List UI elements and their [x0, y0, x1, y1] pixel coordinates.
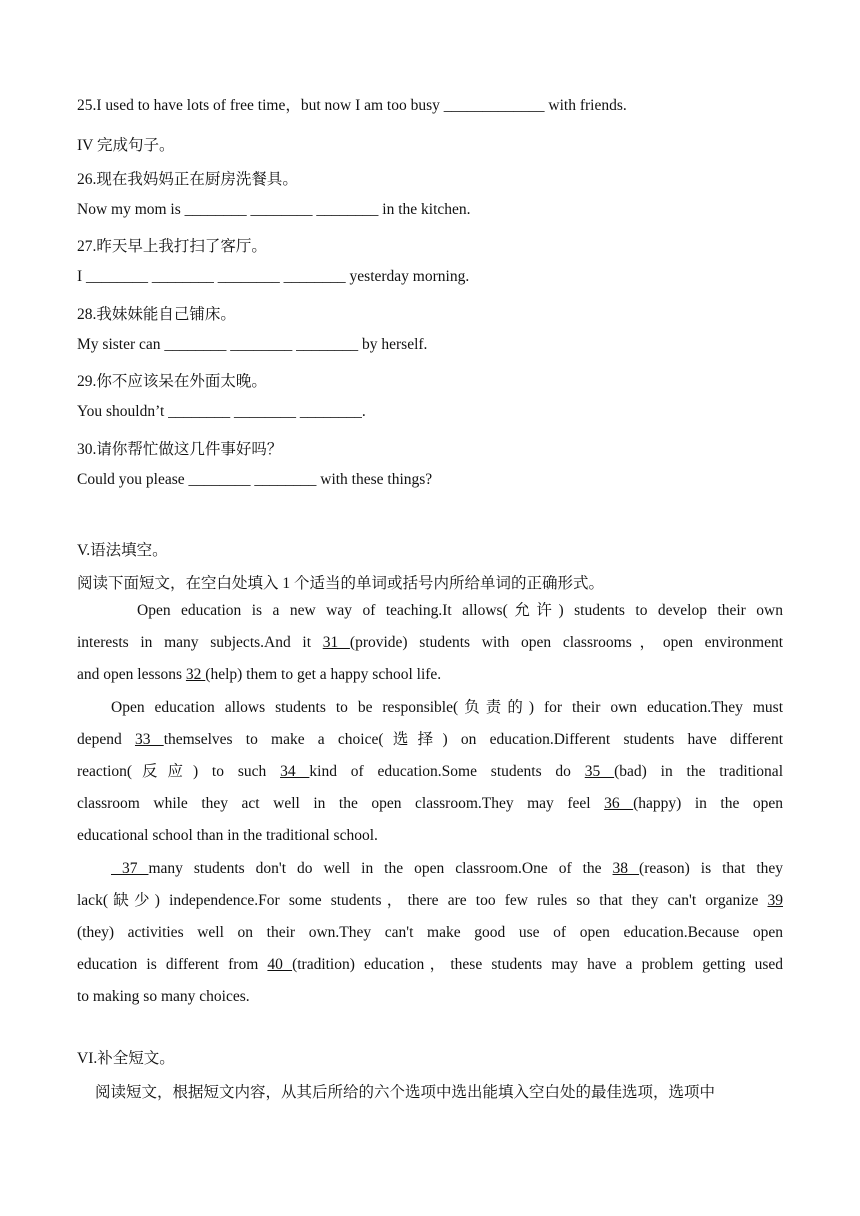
- question-28-english: My sister can ________ ________ ________ by herself.: [77, 336, 428, 353]
- paragraph-line: depend 33 themselves to make a choice(选择) on education.Different students have different: [77, 731, 783, 748]
- blank-38: 38: [612, 860, 640, 877]
- blank-33: 33: [134, 731, 164, 748]
- paragraph-2: [77, 697, 783, 857]
- blank-31: 31: [322, 634, 350, 651]
- question-29-chinese: 29.你不应该呆在外面太晚。: [77, 373, 267, 390]
- paragraph-3: [77, 858, 783, 1018]
- question-27-chinese: 27.昨天早上我打扫了客厅。: [77, 238, 267, 255]
- paragraph-1: [77, 600, 783, 696]
- paragraph-line: and open lessons 32 (help) them to get a happy school life.: [77, 666, 442, 683]
- question-27-english: I ________ ________ ________ ________ yesterday morning.: [77, 268, 470, 285]
- paragraph-line: to making so many choices.: [77, 988, 250, 1005]
- question-30-english: Could you please ________ ________ with these things?: [77, 471, 433, 488]
- question-26-english: Now my mom is ________ ________ ________ in the kitchen.: [77, 201, 471, 218]
- blank-37: 37: [111, 860, 149, 877]
- blank-36: 36: [604, 795, 634, 812]
- blank-39: 39: [767, 892, 783, 909]
- paragraph-line: educational school than in the traditional school.: [77, 827, 378, 844]
- section-6-title: VI.补全短文。: [77, 1050, 175, 1067]
- blank-40: 40: [267, 956, 293, 973]
- paragraph-line: interests in many subjects.And it 31 (provide) students with open classrooms，open environment: [77, 634, 784, 651]
- section-5-instructions: 阅读下面短文，在空白处填入 1 个适当的单词或括号内所给单词的正确形式。: [77, 575, 605, 592]
- paragraph-line: 37 many students don't do well in the open classroom.One of the 38 (reason) is that they: [111, 860, 784, 877]
- paragraph-line: Open education is a new way of teaching.It allows(允许) students to develop their own: [137, 602, 783, 619]
- question-26-chinese: 26.现在我妈妈正在厨房洗餐具。: [77, 171, 298, 188]
- question-29-english: You shouldn’t ________ ________ ________.: [77, 403, 366, 420]
- paragraph-line: lack(缺少) independence.For some students，there are too few rules so that they can't organize 39: [77, 892, 783, 909]
- paragraph-line: classroom while they act well in the open classroom.They may feel 36 (happy) in the open: [77, 795, 784, 812]
- question-28-chinese: 28.我妹妹能自己铺床。: [77, 306, 236, 323]
- paragraph-line: reaction(反应) to such 34 kind of education.Some students do 35 (bad) in the traditional: [77, 763, 783, 780]
- paragraph-line: Open education allows students to be responsible(负责的) for their own education.They must: [111, 699, 783, 716]
- question-25: 25.I used to have lots of free time，but now I am too busy _____________ with friends.: [77, 97, 627, 114]
- blank-35: 35: [584, 763, 615, 780]
- paragraph-line: education is different from 40 (tradition) education，these students may have a problem getting used: [77, 956, 784, 973]
- blank-32: 32: [185, 666, 206, 683]
- question-30-chinese: 30.请你帮忙做这几件事好吗？: [77, 441, 283, 458]
- paragraph-line: (they) activities well on their own.They can't make good use of open education.Because open: [77, 924, 783, 941]
- section-6-instructions: 阅读短文，根据短文内容，从其后所给的六个选项中选出能填入空白处的最佳选项，选项中: [95, 1084, 716, 1101]
- section-4-title: IV 完成句子。: [77, 137, 175, 154]
- section-5-title: V.语法填空。: [77, 542, 168, 559]
- blank-34: 34: [280, 763, 310, 780]
